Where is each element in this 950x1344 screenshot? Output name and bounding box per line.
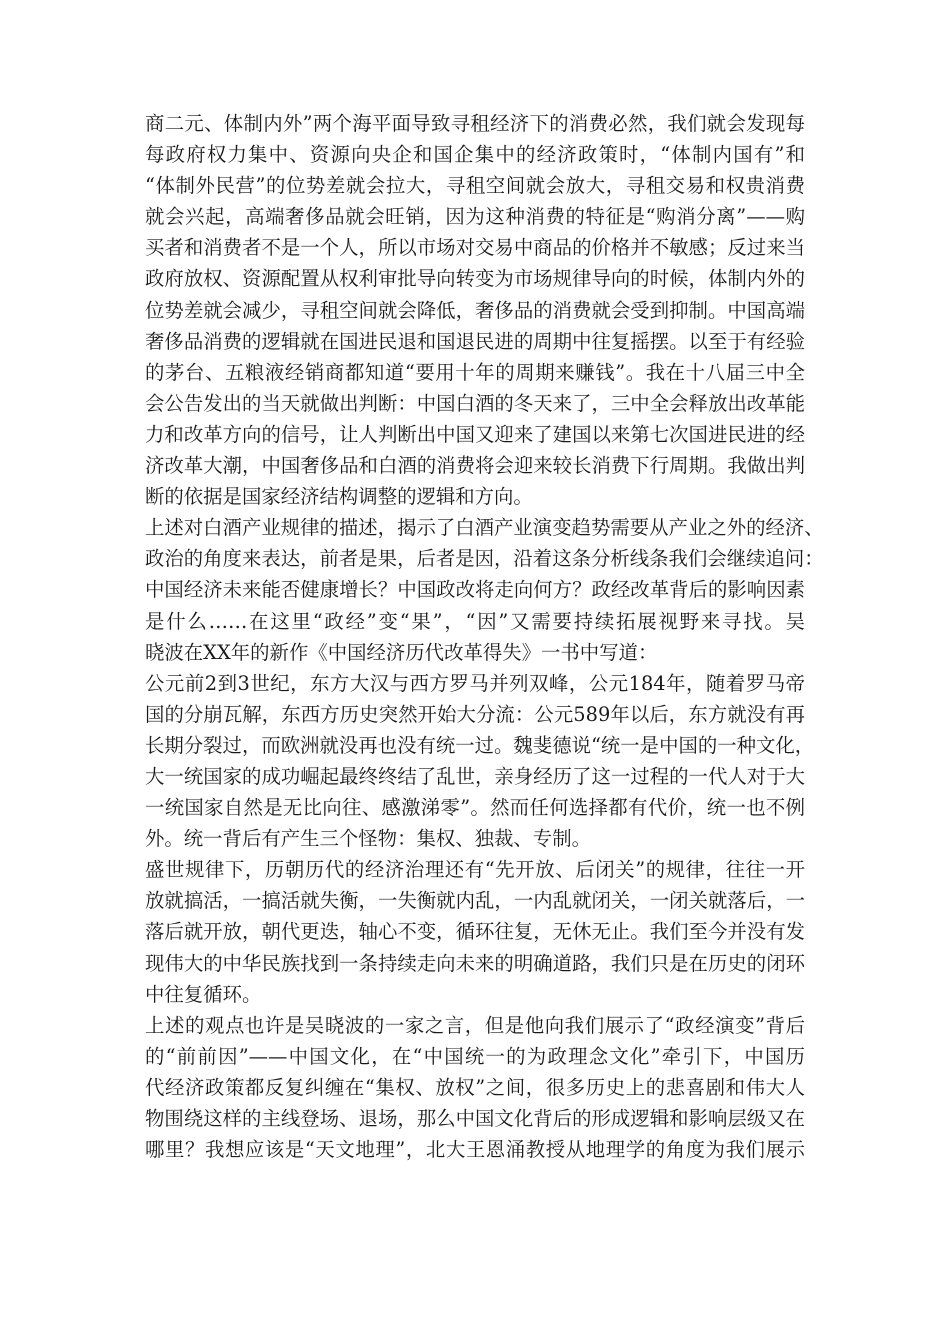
- text-line: 会公告发出的当天就做出判断：中国白酒的冬天来了，三中全会释放出改革能: [145, 391, 805, 415]
- text-line: 中国经济未来能否健康增长？中国政改将走向何方？政经改革背后的影响因素: [145, 578, 805, 602]
- text-line: 政治的角度来表达，前者是果，后者是因，沿着这条分析线条我们会继续追问：: [145, 547, 824, 571]
- text-line: 国的分崩瓦解，东西方历史突然开始大分流：公元589年以后，东方就没有再: [145, 702, 805, 726]
- text-line: 外。统一背后有产生三个怪物：集权、独裁、专制。: [145, 827, 591, 851]
- text-line: 哪里？我想应该是“天文地理”，北大王恩涌教授从地理学的角度为我们展示: [145, 1138, 805, 1162]
- text-line: 买者和消费者不是一个人，所以市场对交易中商品的价格并不敏感；反过来当: [145, 236, 805, 260]
- text-line: 上述的观点也许是吴晓波的一家之言，但是他向我们展示了“政经演变”背后: [145, 1013, 805, 1037]
- text-line: 济改革大潮，中国奢侈品和白酒的消费将会迎来较长消费下行周期。我做出判: [145, 454, 805, 478]
- document-page: [145, 108, 824, 1165]
- text-line: 的茅台、五粮液经销商都知道“要用十年的周期来赚钱”。我在十八届三中全: [145, 360, 805, 384]
- text-line: 放就搞活，一搞活就失衡，一失衡就内乱，一内乱就闭关，一闭关就落后，一: [145, 889, 805, 913]
- text-line: 的“前前因”——中国文化，在“中国统一的为政理念文化”牵引下，中国历: [145, 1044, 805, 1068]
- text-line: 每政府权力集中、资源向央企和国企集中的经济政策时，“体制内国有”和: [145, 143, 805, 167]
- text-line: 力和改革方向的信号，让人判断出中国又迎来了建国以来第七次国进民进的经: [145, 422, 805, 446]
- text-line: 盛世规律下，历朝历代的经济治理还有“先开放、后闭关”的规律，往往一开: [145, 858, 805, 882]
- paragraph-5: [145, 1010, 805, 1165]
- text-line: 上述对白酒产业规律的描述，揭示了白酒产业演变趋势需要从产业之外的经济、: [145, 516, 824, 540]
- text-line: 奢侈品消费的逻辑就在国进民退和国退民进的周期中往复摇摆。以至于有经验: [145, 329, 805, 353]
- text-line: 晓波在XX年的新作《中国经济历代改革得失》一书中写道：: [145, 640, 658, 664]
- text-line: 中往复循环。: [145, 982, 262, 1006]
- text-line: 一统国家自然是无比向往、感激涕零”。然而任何选择都有代价，统一也不例: [145, 796, 805, 820]
- text-line: 是什么……在这里“政经”变“果”，“因”又需要持续拓展视野来寻找。吴: [145, 609, 805, 633]
- text-line: “体制外民营”的位势差就会拉大，寻租空间就会放大，寻租交易和权贵消费: [145, 174, 805, 198]
- text-line: 政府放权、资源配置从权利审批导向转变为市场规律导向的时候，体制内外的: [145, 267, 805, 291]
- text-line: 物围绕这样的主线登场、退场，那么中国文化背后的形成逻辑和影响层级又在: [145, 1107, 805, 1130]
- text-line: 大一统国家的成功崛起最终终结了乱世，亲身经历了这一过程的一代人对于大: [145, 764, 805, 788]
- text-line: 就会兴起，高端奢侈品就会旺销，因为这种消费的特征是“购消分离”——购: [145, 205, 805, 229]
- paragraph-2: [145, 512, 824, 667]
- text-line: 断的依据是国家经济结构调整的逻辑和方向。: [145, 485, 533, 509]
- text-line: 现伟大的中华民族找到一条持续走向未来的明确道路，我们只是在历史的闭环: [145, 951, 805, 975]
- paragraph-3: [145, 668, 815, 855]
- text-line: 代经济政策都反复纠缠在“集权、放权”之间，很多历史上的悲喜剧和伟大人: [145, 1075, 805, 1099]
- text-line: 商二元、体制内外”两个海平面导致寻租经济下的消费必然，我们就会发现每: [145, 112, 805, 135]
- paragraph-1: [145, 108, 805, 512]
- text-line: 长期分裂过，而欧洲就没再也没有统一过。魏斐德说“统一是中国的一种文化，: [145, 733, 815, 757]
- text-line: 公元前2到3世纪，东方大汉与西方罗马并列双峰，公元184年，随着罗马帝: [145, 671, 805, 695]
- text-line: 位势差就会减少，寻租空间就会降低，奢侈品的消费就会受到抑制。中国高端: [145, 298, 805, 322]
- paragraph-4: [145, 854, 805, 1009]
- text-line: 落后就开放，朝代更迭，轴心不变，循环往复，无休无止。我们至今并没有发: [145, 920, 805, 944]
